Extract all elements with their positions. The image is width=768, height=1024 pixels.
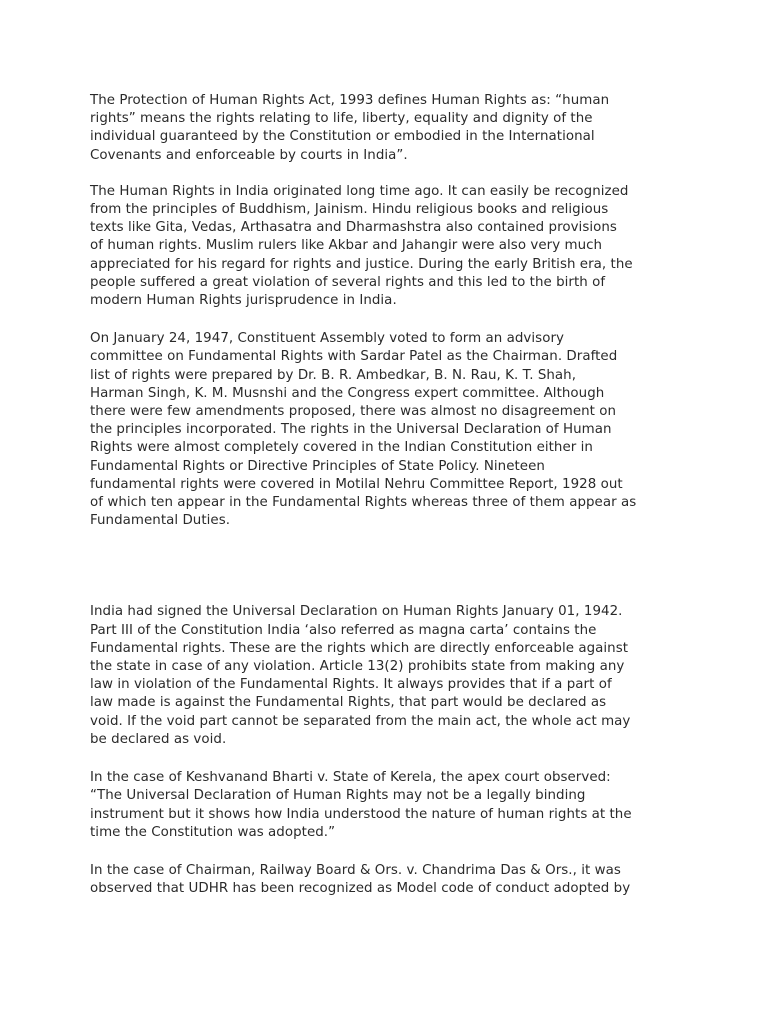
paragraph-chandrima-das-case: In the case of Chairman, Railway Board & Ors. v. Chandrima Das & Ors., it was observed that UDHR has been recognized as Model code of conduct adopted by (90, 862, 631, 897)
paragraph-constituent-assembly: On January 24, 1947, Constituent Assembly voted to form an advisory committee on Fundamental Rights with Sardar Patel as the Chairman. Drafted list of rights were prepared by Dr. B. R. Ambedkar, B. N. Rau, K. T. Shah, Harman Singh, K. M. Musnshi and the Congress expert committee. Although there were few amendments proposed, there was almost no disagreement on the principles incorporated. The rights in the Universal Declaration of Human Rights were almost completely covered in the Indian Constitution either in Fundamental Rights or Directive Principles of State Policy. Nineteen fundamental rights were covered in Motilal Nehru Committee Report, 1928 out of which ten appear in the Fundamental Rights whereas three of them appear as Fundamental Duties. (90, 331, 637, 529)
document-body (90, 92, 690, 898)
paragraph-keshvanand-bharti-case: In the case of Keshvanand Bharti v. State of Kerela, the apex court observed: “The Universal Declaration of Human Rights may not be a legally binding instrument but it shows how India understood the nature of human rights at the time the Constitution was adopted.” (90, 770, 632, 840)
paragraph-origins-human-rights: The Human Rights in India originated long time ago. It can easily be recognized from the principles of Buddhism, Jainism. Hindu religious books and religious texts like Gita, Vedas, Arthasatra and Dharmashstra also contained provisions of human rights. Muslim rulers like Akbar and Jahangir were also very much appreciated for his regard for rights and justice. During the early British era, the people suffered a great violation of several rights and this led to the birth of modern Human Rights jurisprudence in India. (90, 183, 633, 309)
paragraph-spacer (90, 530, 690, 603)
paragraph-protection-act-definition: The Protection of Human Rights Act, 1993 defines Human Rights as: “human rights” means the rights relating to life, liberty, equality and dignity of the individual guaranteed by the Constitution or embodied in the International Covenants and enforceable by courts in India”. (90, 93, 610, 163)
paragraph-udhr-fundamental-rights: India had signed the Universal Declaration on Human Rights January 01, 1942. Part III of the Constitution India ‘also referred as magna carta’ contains the Fundamental rights. These are the rights which are directly enforceable against the state in case of any violation. Article 13(2) prohibits state from making any law in violation of the Fundamental Rights. It always provides that if a part of law made is against the Fundamental Rights, that part would be declared as void. If the void part cannot be separated from the main act, the whole act may be declared as void. (90, 604, 631, 747)
